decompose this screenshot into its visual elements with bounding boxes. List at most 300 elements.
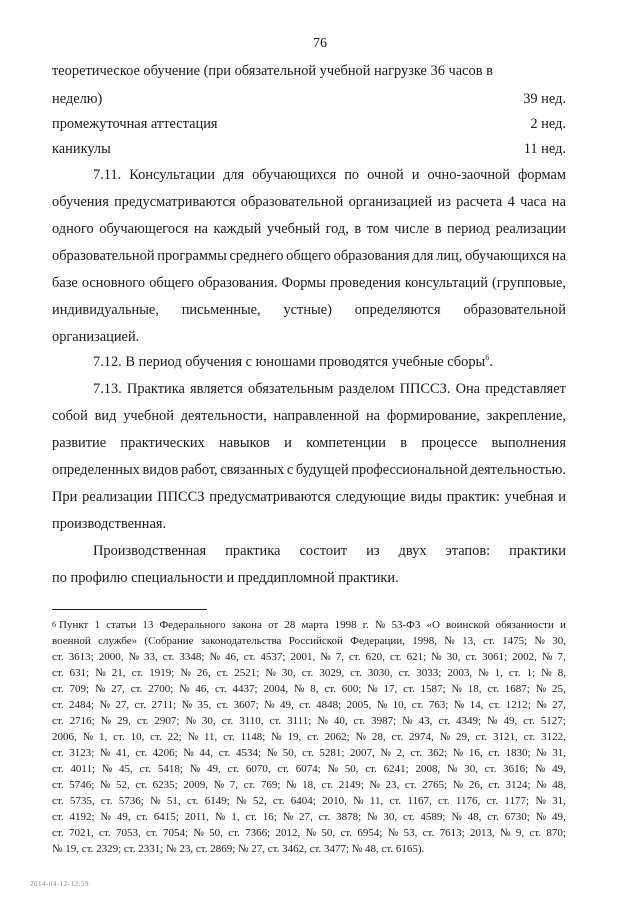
word: марта <box>301 619 329 631</box>
word: 1830; <box>505 747 531 759</box>
word: 5281; <box>319 747 345 759</box>
word: 50, <box>282 747 297 759</box>
word: 3878; <box>336 811 362 823</box>
word: ст. <box>52 795 64 807</box>
word: ст. <box>269 715 282 727</box>
word: и <box>558 489 566 505</box>
word: Федерального <box>159 619 226 631</box>
word: № <box>293 683 305 695</box>
word: ст. <box>162 651 175 663</box>
word: обучающихся <box>465 248 550 264</box>
word: видов <box>142 462 179 478</box>
word: процессе <box>421 435 478 451</box>
word: (Собрание <box>144 635 194 647</box>
paragraph-line <box>52 220 566 238</box>
word: на <box>193 221 208 237</box>
page-number: 76 <box>313 36 327 51</box>
word: № <box>451 811 462 823</box>
word: ст. <box>307 731 319 743</box>
word: и <box>559 619 566 631</box>
word: учебной <box>123 408 174 424</box>
footnote-line: № 19, ст. 2329; ст. 2331; № 23, ст. 2869; № 27, ст. 3462, ст. 3477; № 48, ст. 6165). <box>52 843 425 855</box>
word: 3616; <box>503 763 529 775</box>
word: 7, <box>229 779 238 791</box>
word: 1, <box>98 731 108 743</box>
word: (групповые, <box>492 275 566 291</box>
word: 2013, <box>469 827 495 839</box>
word: 6730; <box>504 811 530 823</box>
word: № <box>387 827 399 839</box>
word: ст. <box>134 699 147 711</box>
word: ст. <box>299 699 311 711</box>
word: следующие <box>335 489 406 505</box>
word: 5418; <box>157 763 183 775</box>
word: 5735, <box>69 795 95 807</box>
word: № <box>431 651 442 663</box>
word: № <box>439 731 451 743</box>
word: ст. <box>391 731 404 743</box>
word: 23, <box>385 779 400 791</box>
word: 3111; <box>287 715 312 727</box>
word: 18, <box>467 683 482 695</box>
word: ст. <box>52 667 64 679</box>
word: № <box>536 747 547 759</box>
word: ст. <box>223 731 235 743</box>
paragraph-line: организацией. <box>52 329 140 345</box>
paragraph-line: производственная. <box>52 516 167 532</box>
word: 49, <box>551 811 566 823</box>
word: 7053, <box>115 827 141 839</box>
word: 1, <box>494 667 503 679</box>
word: 6070, <box>245 763 271 775</box>
word: 3348; <box>179 651 205 663</box>
word: № <box>453 699 465 711</box>
word: Пункт <box>59 619 89 631</box>
word: Российской <box>288 635 343 647</box>
word: образования <box>333 248 410 264</box>
word: ст. <box>404 779 417 791</box>
word: № <box>376 699 388 711</box>
word: ст. <box>277 763 289 775</box>
word: 14, <box>469 699 484 711</box>
word: 3123; <box>69 747 95 759</box>
word: ППССЗ. <box>399 381 451 397</box>
word: ст. <box>402 811 415 823</box>
paragraph-line <box>93 380 566 398</box>
word: практических <box>120 435 205 451</box>
word: 16; <box>262 811 277 823</box>
word: 30, <box>201 715 216 727</box>
word: ст. <box>465 651 478 663</box>
word: закрепление, <box>486 408 566 424</box>
word: № <box>534 763 546 775</box>
word: ст. <box>488 699 501 711</box>
word: ст. <box>221 715 234 727</box>
paragraph-line <box>52 247 566 265</box>
word: № <box>150 795 161 807</box>
word: 3061; <box>482 651 508 663</box>
word: № <box>367 683 378 695</box>
schedule-row-holidays-value: 11 нед. <box>523 141 566 157</box>
word: 35, <box>197 699 212 711</box>
word: по <box>344 167 360 183</box>
word: ст. <box>186 795 199 807</box>
word: из <box>366 543 380 559</box>
word: № <box>264 699 275 711</box>
word: общего <box>286 248 331 264</box>
footnote-line <box>52 682 566 696</box>
word: № <box>541 667 552 679</box>
word: ст. <box>438 795 450 807</box>
word: образовательной <box>52 248 155 264</box>
word: практики <box>509 543 566 559</box>
word: 29, <box>117 715 131 727</box>
word: ст. <box>398 667 411 679</box>
word: № <box>317 715 328 727</box>
word: 51, <box>166 795 181 807</box>
word: 21, <box>111 667 126 679</box>
word: период <box>447 221 491 237</box>
word: 1998 <box>334 619 357 631</box>
word: 8, <box>557 667 566 679</box>
word: 1998, <box>412 635 437 647</box>
word: 1; <box>526 667 536 679</box>
word: 3122, <box>541 731 566 743</box>
word: 31, <box>552 795 566 807</box>
word: 50, <box>321 827 336 839</box>
word: № <box>100 811 111 823</box>
paragraph-line <box>52 301 566 319</box>
word: 13 <box>142 619 154 631</box>
word: № <box>101 763 113 775</box>
word: № <box>209 651 220 663</box>
word: 1167, <box>407 795 432 807</box>
word: 50, <box>344 763 359 775</box>
word: 600; <box>341 683 362 695</box>
word: № <box>402 715 413 727</box>
word: деятельности, <box>180 408 267 424</box>
word: 6241; <box>383 763 409 775</box>
word: 13, <box>462 635 476 647</box>
word: № <box>99 747 111 759</box>
word: 5736; <box>118 795 144 807</box>
word: представляет <box>485 381 566 397</box>
word: общего <box>149 275 194 291</box>
word: 2010, <box>322 795 347 807</box>
word: 2711; <box>151 699 177 711</box>
word: ст. <box>52 651 64 663</box>
word: ст. <box>488 747 500 759</box>
word: № <box>185 715 196 727</box>
word: ст. <box>136 811 148 823</box>
word: 4589; <box>420 811 446 823</box>
footnote-line <box>52 730 566 744</box>
footnote-line <box>52 666 566 680</box>
word: 2, <box>396 747 405 759</box>
word: ст. <box>52 699 64 711</box>
word: 1919; <box>149 667 175 679</box>
footnote-line <box>52 714 566 728</box>
word: разделом <box>338 381 395 397</box>
word: № <box>128 651 139 663</box>
word: № <box>500 827 511 839</box>
word: 4 <box>507 194 515 210</box>
word: 50, <box>209 827 223 839</box>
word: лиц, <box>436 248 463 264</box>
word: № <box>193 827 204 839</box>
word: 2521; <box>234 667 260 679</box>
footnote-line <box>52 794 566 808</box>
footnote-line <box>52 826 566 840</box>
word: № <box>266 747 278 759</box>
word: 2149; <box>338 779 364 791</box>
word: ст. <box>227 763 240 775</box>
word: в <box>434 221 442 237</box>
word: 46, <box>195 683 210 695</box>
word: 620, <box>365 651 385 663</box>
word: 22; <box>167 731 182 743</box>
word: ст. <box>438 715 450 727</box>
word: № <box>535 795 546 807</box>
word: 1, <box>231 811 240 823</box>
word: на <box>551 194 566 210</box>
word: Федерации, <box>350 635 405 647</box>
schedule-row-holidays-label: каникулы <box>52 141 111 157</box>
word: ст. <box>52 747 64 759</box>
word: реализации <box>495 221 566 237</box>
word: реализации <box>82 489 153 505</box>
word: 48, <box>552 779 566 791</box>
schedule-row-attestation-label: промежуточная аттестация <box>52 116 218 132</box>
word: № <box>99 779 111 791</box>
word: 49, <box>116 811 131 823</box>
word: определяются <box>354 302 441 318</box>
word: формам <box>517 167 566 183</box>
word: 4437; <box>232 683 258 695</box>
word: 10, <box>130 731 145 743</box>
word: ст. <box>324 683 336 695</box>
word: ст. <box>243 651 256 663</box>
word: 6149; <box>204 795 230 807</box>
word: ст. <box>52 683 64 695</box>
word: определенных <box>52 462 140 478</box>
word: от <box>268 619 279 631</box>
word: ст. <box>52 779 64 791</box>
word: в <box>400 435 408 451</box>
word: и <box>411 167 420 183</box>
word: предусматриваются <box>209 489 331 505</box>
word: программы <box>157 248 227 264</box>
word: профессиональной <box>351 462 468 478</box>
word: ст. <box>216 699 229 711</box>
word: собой <box>52 408 88 424</box>
word: 3124; <box>505 779 531 791</box>
word: из <box>437 194 451 210</box>
word: 2716; <box>69 715 95 727</box>
word: учебная <box>504 489 554 505</box>
word: законодательства <box>200 635 282 647</box>
word: 33, <box>144 651 158 663</box>
word: устные) <box>283 302 332 318</box>
word: 6954; <box>357 827 383 839</box>
word: развитие <box>52 435 107 451</box>
paragraph-end: . <box>489 354 493 370</box>
word: 2765; <box>422 779 448 791</box>
word: ст. <box>487 683 499 695</box>
word: том <box>366 221 389 237</box>
word: 3121, <box>493 731 518 743</box>
word: среднего <box>229 248 284 264</box>
word: ст. <box>353 715 366 727</box>
word: № <box>100 715 112 727</box>
word: связанных <box>220 462 285 478</box>
word: обязанности <box>495 619 554 631</box>
word: 6415; <box>153 811 179 823</box>
word: письменные, <box>181 302 261 318</box>
word: ст. <box>245 811 257 823</box>
paragraph-line <box>52 461 566 479</box>
word: 16, <box>468 747 483 759</box>
word: для <box>222 167 245 183</box>
word: ст. <box>136 715 149 727</box>
word: 1176, <box>455 795 481 807</box>
word: 5127; <box>540 715 566 727</box>
word: 1587; <box>420 683 446 695</box>
word: 7.13. <box>93 381 122 397</box>
footnote-line <box>52 634 566 648</box>
word: 8, <box>310 683 319 695</box>
word: 43, <box>418 715 433 727</box>
word: № <box>95 667 106 679</box>
word: 2003, <box>447 667 473 679</box>
word: 49, <box>279 699 294 711</box>
word: ст. <box>483 635 495 647</box>
word: № <box>327 763 339 775</box>
word: службе» <box>98 635 138 647</box>
word: № <box>541 651 553 663</box>
word: ст. <box>411 699 424 711</box>
word: образовательной <box>463 302 566 318</box>
word: 1687; <box>504 683 530 695</box>
word: 49, <box>552 763 566 775</box>
footnote-divider <box>52 609 207 610</box>
word: 2484; <box>69 699 95 711</box>
word: 7021, <box>68 827 94 839</box>
scan-stamp: 2014-04-12-12:59 <box>30 880 89 888</box>
word: консультаций <box>404 275 488 291</box>
word: предусматриваются <box>114 194 236 210</box>
word: вид <box>94 408 117 424</box>
word: № <box>180 667 191 679</box>
word: № <box>452 747 464 759</box>
word: 2974, <box>408 731 434 743</box>
word: 40, <box>333 715 348 727</box>
word: ст. <box>340 827 353 839</box>
word: 1148; <box>240 731 266 743</box>
word: 26, <box>468 779 483 791</box>
schedule-row-attestation-value: 2 нед. <box>530 116 566 132</box>
word: организацией <box>348 194 433 210</box>
word: № <box>369 779 380 791</box>
paragraph-line <box>93 353 566 371</box>
word: очной <box>367 167 404 183</box>
word: 30, <box>281 667 296 679</box>
word: 4534; <box>235 747 262 759</box>
word: ст. <box>272 795 285 807</box>
word: 2006, <box>52 731 77 743</box>
word: 53-ФЗ <box>391 619 421 631</box>
word: 4848; <box>316 699 342 711</box>
word: 27, <box>552 699 566 711</box>
word: № <box>179 683 190 695</box>
word: ст. <box>403 683 415 695</box>
word: 7, <box>557 651 566 663</box>
footnote-marker: 6 <box>52 620 56 629</box>
word: 3110, <box>239 715 264 727</box>
word: № <box>534 635 545 647</box>
word: обучающихся <box>252 167 337 183</box>
footnote-reference[interactable]: 6 <box>485 353 490 362</box>
word: № <box>446 763 458 775</box>
word: двух <box>398 543 427 559</box>
word: 52, <box>252 795 267 807</box>
word: 2007, <box>350 747 375 759</box>
word: 1475; <box>502 635 528 647</box>
word: 769; <box>260 779 281 791</box>
word: 45, <box>119 763 133 775</box>
word: 3607; <box>233 699 259 711</box>
word: выполнения <box>491 435 566 451</box>
word: военной <box>52 635 91 647</box>
word: № <box>452 779 464 791</box>
footnote-text <box>59 618 566 632</box>
word: индивидуальные, <box>52 302 159 318</box>
word: обязательным <box>248 381 334 397</box>
word: № <box>265 667 276 679</box>
word: 3030, <box>367 667 393 679</box>
word: 41, <box>116 747 130 759</box>
word: будущей <box>295 462 349 478</box>
word: 2004, <box>263 683 289 695</box>
word: 11, <box>369 795 384 807</box>
word: № <box>536 779 547 791</box>
word: ст. <box>302 747 314 759</box>
word: ст. <box>135 747 147 759</box>
word: навыков <box>219 435 270 451</box>
word: № <box>367 811 378 823</box>
word: этапов: <box>445 543 491 559</box>
word: № <box>374 619 386 631</box>
word: ст. <box>113 731 125 743</box>
word: ст. <box>523 715 535 727</box>
word: компетенции <box>306 435 386 451</box>
paragraph-line <box>52 407 566 425</box>
word: на <box>551 248 566 264</box>
word: 30, <box>383 811 398 823</box>
word: ст. <box>523 731 536 743</box>
word: 2011, <box>184 811 210 823</box>
word: проведения <box>330 275 401 291</box>
word: № <box>305 827 317 839</box>
footnote-line <box>52 650 566 664</box>
schedule-row-theory-value: 39 нед. <box>523 91 566 107</box>
word: 763; <box>428 699 449 711</box>
word: 6235; <box>152 779 178 791</box>
word: 4537; <box>260 651 286 663</box>
word: «О <box>426 619 440 631</box>
word: основного <box>81 275 146 291</box>
word: виды <box>410 489 442 505</box>
